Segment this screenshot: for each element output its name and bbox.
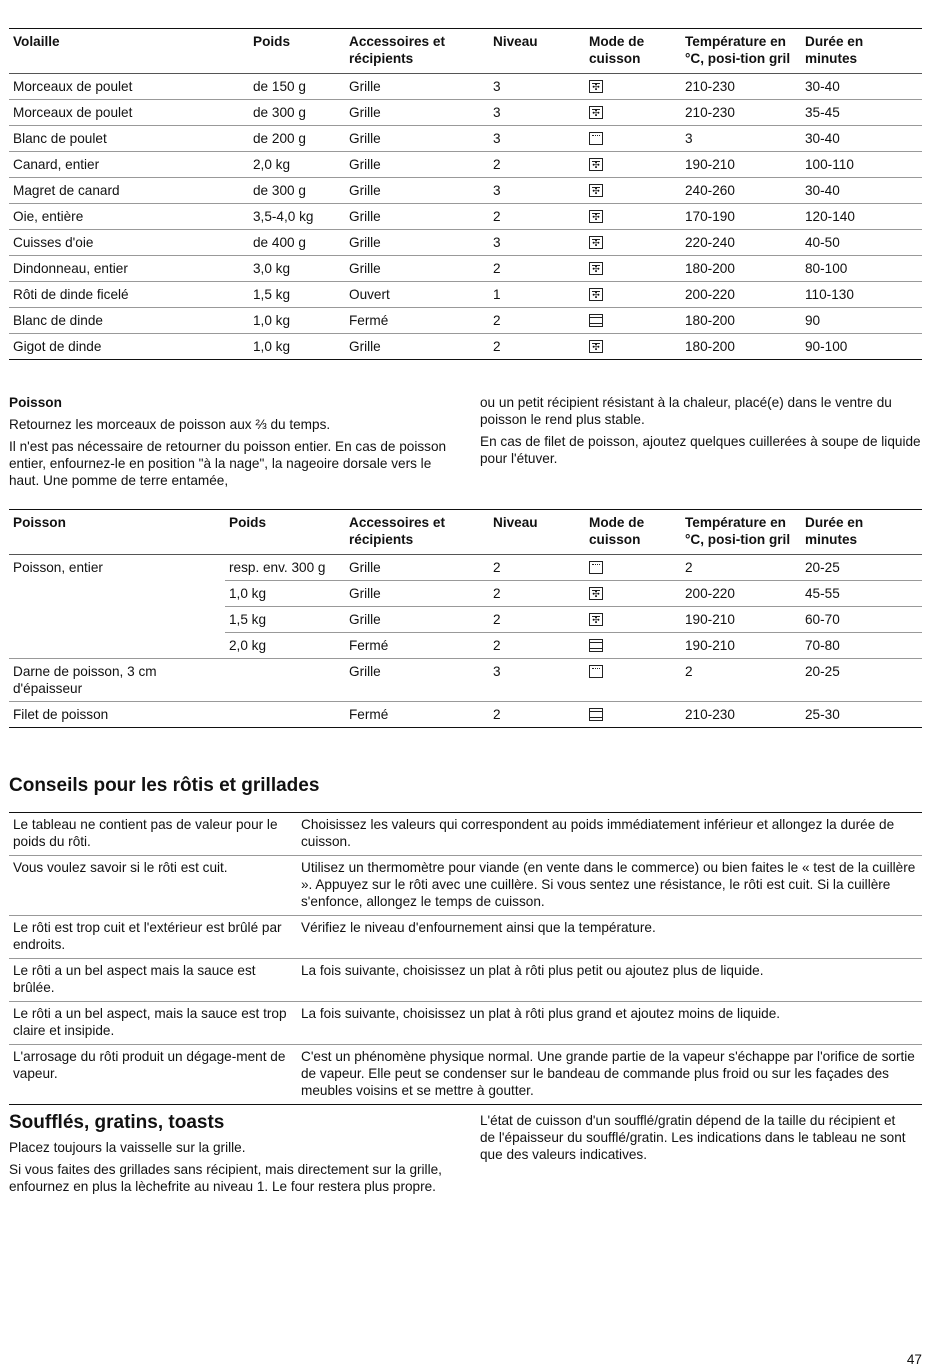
- table-cell: 30-40: [801, 74, 922, 100]
- mode-cell: [585, 152, 681, 178]
- table-cell: 2: [489, 581, 585, 607]
- conventional-heat-icon: [589, 708, 603, 721]
- table-cell: 1,5 kg: [225, 607, 345, 633]
- table-cell: resp. env. 300 g: [225, 555, 345, 581]
- table-cell: [9, 607, 225, 633]
- table-cell: de 200 g: [249, 126, 345, 152]
- fan-grill-mode-icon: [589, 262, 603, 275]
- mode-cell: [585, 100, 681, 126]
- table-cell: Grille: [345, 204, 489, 230]
- mode-cell: [585, 178, 681, 204]
- table-row: [9, 555, 922, 581]
- table-cell: 210-230: [681, 74, 801, 100]
- col-header: Poisson: [9, 510, 225, 555]
- paragraph: Si vous faites des grillades sans récipient, mais directement sur la grille, enfournez en plus la lèchefrite au niveau 1. Le four restera plus propre.: [9, 1162, 442, 1194]
- table-cell: Grille: [345, 100, 489, 126]
- fan-grill-mode-icon: [589, 106, 603, 119]
- col-header: Poids: [225, 510, 345, 555]
- table-cell: 20-25: [801, 555, 922, 581]
- table-cell: 40-50: [801, 230, 922, 256]
- table-row: [9, 126, 922, 152]
- table-cell: de 400 g: [249, 230, 345, 256]
- table-cell: Rôti de dinde ficelé: [9, 282, 249, 308]
- table-cell: 210-230: [681, 100, 801, 126]
- table-cell: Grille: [345, 581, 489, 607]
- mode-cell: [585, 633, 681, 659]
- col-header: Accessoires et récipients: [345, 29, 489, 74]
- table-cell: 3: [489, 126, 585, 152]
- tip-solution: La fois suivante, choisissez un plat à rôti plus grand et ajoutez moins de liquide.: [297, 1002, 922, 1045]
- table-cell: 100-110: [801, 152, 922, 178]
- table-cell: 170-190: [681, 204, 801, 230]
- table-cell: Morceaux de poulet: [9, 74, 249, 100]
- table-cell: Morceaux de poulet: [9, 100, 249, 126]
- table-cell: de 300 g: [249, 178, 345, 204]
- table-header-row: [9, 29, 922, 74]
- fan-grill-mode-icon: [589, 613, 603, 626]
- fan-grill-mode-icon: [589, 210, 603, 223]
- table-row: [9, 334, 922, 360]
- col-header: Durée en minutes: [801, 29, 922, 74]
- table-cell: 90: [801, 308, 922, 334]
- table-cell: 200-220: [681, 282, 801, 308]
- table-cell: 3,5-4,0 kg: [249, 204, 345, 230]
- table-cell: 190-210: [681, 152, 801, 178]
- table-cell: Magret de canard: [9, 178, 249, 204]
- conventional-heat-icon: [589, 639, 603, 652]
- table-row: [9, 152, 922, 178]
- table-row: [9, 633, 922, 659]
- mode-cell: [585, 607, 681, 633]
- table-cell: 180-200: [681, 308, 801, 334]
- table-cell: 1,0 kg: [225, 581, 345, 607]
- col-header: Mode de cuisson: [585, 29, 681, 74]
- col-header: Température en °C, posi-tion gril: [681, 29, 801, 74]
- table-cell: 180-200: [681, 256, 801, 282]
- table-cell: 2: [681, 659, 801, 702]
- table-cell: 3: [489, 100, 585, 126]
- table-cell: [9, 581, 225, 607]
- fan-grill-mode-icon: [589, 80, 603, 93]
- table-cell: Oie, entière: [9, 204, 249, 230]
- col-header: Niveau: [489, 29, 585, 74]
- paragraph: Retournez les morceaux de poisson aux ⅔ du temps.: [9, 417, 331, 432]
- souffles-right: [480, 1112, 910, 1168]
- table-cell: 1,0 kg: [249, 308, 345, 334]
- table-cell: 3: [489, 178, 585, 204]
- tip-solution: Utilisez un thermomètre pour viande (en vente dans le commerce) ou bien faites le « test de la cuillère ». Appuyez sur le rôti avec une cuillère. Si vous sentez une résistance, le rôti est cuit. Si la cuillère s'enfonce, allongez le temps de cuisson.: [297, 856, 922, 916]
- table-cell: Grille: [345, 555, 489, 581]
- table-cell: 1,5 kg: [249, 282, 345, 308]
- fan-grill-mode-icon: [589, 236, 603, 249]
- table-row: [9, 74, 922, 100]
- souffles-left: [9, 1139, 454, 1200]
- table-cell: [225, 702, 345, 728]
- table-cell: 25-30: [801, 702, 922, 728]
- paragraph: En cas de filet de poisson, ajoutez quelques cuillerées à soupe de liquide pour l'étuver.: [480, 434, 921, 466]
- section-title-conseils: Conseils pour les rôtis et grillades: [9, 775, 320, 796]
- table-cell: Dindonneau, entier: [9, 256, 249, 282]
- col-header: Mode de cuisson: [585, 510, 681, 555]
- tip-problem: Vous voulez savoir si le rôti est cuit.: [9, 856, 297, 916]
- paragraph: ou un petit récipient résistant à la chaleur, placé(e) dans le ventre du poisson le rend plus stable.: [480, 395, 892, 427]
- table-cell: 2: [489, 204, 585, 230]
- table-cell: Grille: [345, 230, 489, 256]
- table-cell: 3,0 kg: [249, 256, 345, 282]
- table-cell: Canard, entier: [9, 152, 249, 178]
- table-row: [9, 607, 922, 633]
- table-cell: Grille: [345, 74, 489, 100]
- tip-solution: Vérifiez le niveau d'enfournement ainsi que la température.: [297, 916, 922, 959]
- tip-row: [9, 813, 922, 856]
- table-cell: 2: [489, 308, 585, 334]
- table-row: [9, 178, 922, 204]
- table-cell: 200-220: [681, 581, 801, 607]
- grill-mode-icon: [589, 132, 603, 145]
- mode-cell: [585, 256, 681, 282]
- table-cell: 90-100: [801, 334, 922, 360]
- tip-row: [9, 1002, 922, 1045]
- table-cell: de 300 g: [249, 100, 345, 126]
- table-cell: [225, 659, 345, 702]
- fan-grill-mode-icon: [589, 587, 603, 600]
- table-cell: 45-55: [801, 581, 922, 607]
- paragraph: Placez toujours la vaisselle sur la grille.: [9, 1140, 246, 1155]
- tip-problem: Le rôti est trop cuit et l'extérieur est brûlé par endroits.: [9, 916, 297, 959]
- table-row: [9, 100, 922, 126]
- fan-grill-mode-icon: [589, 184, 603, 197]
- table-cell: 35-45: [801, 100, 922, 126]
- table-cell: 2: [489, 152, 585, 178]
- grill-mode-icon: [589, 665, 603, 678]
- col-header: Poids: [249, 29, 345, 74]
- mode-cell: [585, 308, 681, 334]
- mode-cell: [585, 334, 681, 360]
- table-cell: Ouvert: [345, 282, 489, 308]
- mode-cell: [585, 581, 681, 607]
- table-cell: 220-240: [681, 230, 801, 256]
- col-header: Température en °C, posi-tion gril: [681, 510, 801, 555]
- conseils-table: [9, 812, 922, 1105]
- tip-problem: Le rôti a un bel aspect, mais la sauce est trop claire et insipide.: [9, 1002, 297, 1045]
- table-cell: 60-70: [801, 607, 922, 633]
- col-header: Durée en minutes: [801, 510, 922, 555]
- tip-solution: Choisissez les valeurs qui correspondent au poids immédiatement inférieur et allongez la durée de cuisson.: [297, 813, 922, 856]
- table-cell: 30-40: [801, 126, 922, 152]
- paragraph: Il n'est pas nécessaire de retourner du poisson entier. En cas de poisson entier, enfournez-le en position "à la nage", la nageoire dorsale vers le haut. Une pomme de terre entamée,: [9, 439, 447, 488]
- table-cell: 2: [489, 256, 585, 282]
- poisson-table: [9, 509, 922, 728]
- col-header: Accessoires et récipients: [345, 510, 489, 555]
- tip-row: [9, 959, 922, 1002]
- table-header-row: [9, 510, 922, 555]
- table-row: [9, 282, 922, 308]
- fan-grill-mode-icon: [589, 288, 603, 301]
- tip-solution: La fois suivante, choisissez un plat à rôti plus petit ou ajoutez plus de liquide.: [297, 959, 922, 1002]
- table-cell: 120-140: [801, 204, 922, 230]
- section-title-souffles: Soufflés, gratins, toasts: [9, 1112, 225, 1133]
- table-cell: 1: [489, 282, 585, 308]
- mode-cell: [585, 204, 681, 230]
- table-cell: Grille: [345, 178, 489, 204]
- mode-cell: [585, 659, 681, 702]
- table-cell: Cuisses d'oie: [9, 230, 249, 256]
- table-row: [9, 256, 922, 282]
- tip-problem: L'arrosage du rôti produit un dégage-ment de vapeur.: [9, 1045, 297, 1105]
- col-header: Niveau: [489, 510, 585, 555]
- grill-mode-icon: [589, 561, 603, 574]
- table-cell: Filet de poisson: [9, 702, 225, 728]
- mode-cell: [585, 282, 681, 308]
- tip-row: [9, 1045, 922, 1105]
- conventional-heat-icon: [589, 314, 603, 327]
- table-cell: 1,0 kg: [249, 334, 345, 360]
- table-row: [9, 230, 922, 256]
- mode-cell: [585, 555, 681, 581]
- table-cell: 20-25: [801, 659, 922, 702]
- table-cell: Gigot de dinde: [9, 334, 249, 360]
- volaille-table: [9, 28, 922, 360]
- table-cell: 190-210: [681, 607, 801, 633]
- page-number: 47: [906, 1352, 922, 1367]
- table-row: [9, 581, 922, 607]
- poisson-intro-right: [480, 394, 922, 472]
- mode-cell: [585, 74, 681, 100]
- table-cell: 240-260: [681, 178, 801, 204]
- mode-cell: [585, 126, 681, 152]
- table-row: [9, 308, 922, 334]
- table-cell: 190-210: [681, 633, 801, 659]
- table-row: [9, 702, 922, 728]
- col-header: Volaille: [9, 29, 249, 74]
- table-cell: 2: [489, 607, 585, 633]
- table-cell: Grille: [345, 659, 489, 702]
- table-cell: Darne de poisson, 3 cm d'épaisseur: [9, 659, 225, 702]
- tip-problem: Le tableau ne contient pas de valeur pour le poids du rôti.: [9, 813, 297, 856]
- table-cell: 3: [489, 74, 585, 100]
- table-cell: Fermé: [345, 633, 489, 659]
- table-cell: Grille: [345, 334, 489, 360]
- mode-cell: [585, 230, 681, 256]
- table-cell: 2,0 kg: [225, 633, 345, 659]
- table-cell: 2: [489, 702, 585, 728]
- table-cell: Grille: [345, 152, 489, 178]
- table-row: [9, 659, 922, 702]
- table-cell: Fermé: [345, 702, 489, 728]
- table-cell: 2,0 kg: [249, 152, 345, 178]
- table-cell: 2: [489, 334, 585, 360]
- mode-cell: [585, 702, 681, 728]
- tip-row: [9, 916, 922, 959]
- table-row: [9, 204, 922, 230]
- tip-problem: Le rôti a un bel aspect mais la sauce est brûlée.: [9, 959, 297, 1002]
- table-cell: Grille: [345, 126, 489, 152]
- table-cell: de 150 g: [249, 74, 345, 100]
- table-cell: 3: [489, 230, 585, 256]
- table-cell: 180-200: [681, 334, 801, 360]
- fan-grill-mode-icon: [589, 158, 603, 171]
- table-cell: Blanc de poulet: [9, 126, 249, 152]
- table-cell: 210-230: [681, 702, 801, 728]
- table-cell: Fermé: [345, 308, 489, 334]
- section-subheading: Poisson: [9, 395, 62, 410]
- table-cell: 2: [489, 555, 585, 581]
- table-cell: Poisson, entier: [13, 560, 103, 575]
- table-cell: Grille: [345, 607, 489, 633]
- table-cell: 30-40: [801, 178, 922, 204]
- table-cell: Blanc de dinde: [9, 308, 249, 334]
- table-cell: 110-130: [801, 282, 922, 308]
- tip-row: [9, 856, 922, 916]
- fan-grill-mode-icon: [589, 340, 603, 353]
- table-cell: [9, 633, 225, 659]
- poisson-intro-left: [9, 394, 449, 494]
- table-cell: 3: [681, 126, 801, 152]
- tip-solution: C'est un phénomène physique normal. Une grande partie de la vapeur s'échappe par l'orifice de sortie de vapeur. Elle peut se condenser sur le bandeau de commande plus froid ou sur les façades des meubles voisins et se mettre à goutter.: [297, 1045, 922, 1105]
- table-cell: 80-100: [801, 256, 922, 282]
- table-cell: 70-80: [801, 633, 922, 659]
- table-cell: 3: [489, 659, 585, 702]
- table-cell: 2: [681, 555, 801, 581]
- paragraph: L'état de cuisson d'un soufflé/gratin dépend de la taille du récipient et de l'épaisseur du soufflé/gratin. Les indications dans le tableau ne sont que des valeurs indicatives.: [480, 1113, 906, 1162]
- table-cell: Grille: [345, 256, 489, 282]
- table-cell: 2: [489, 633, 585, 659]
